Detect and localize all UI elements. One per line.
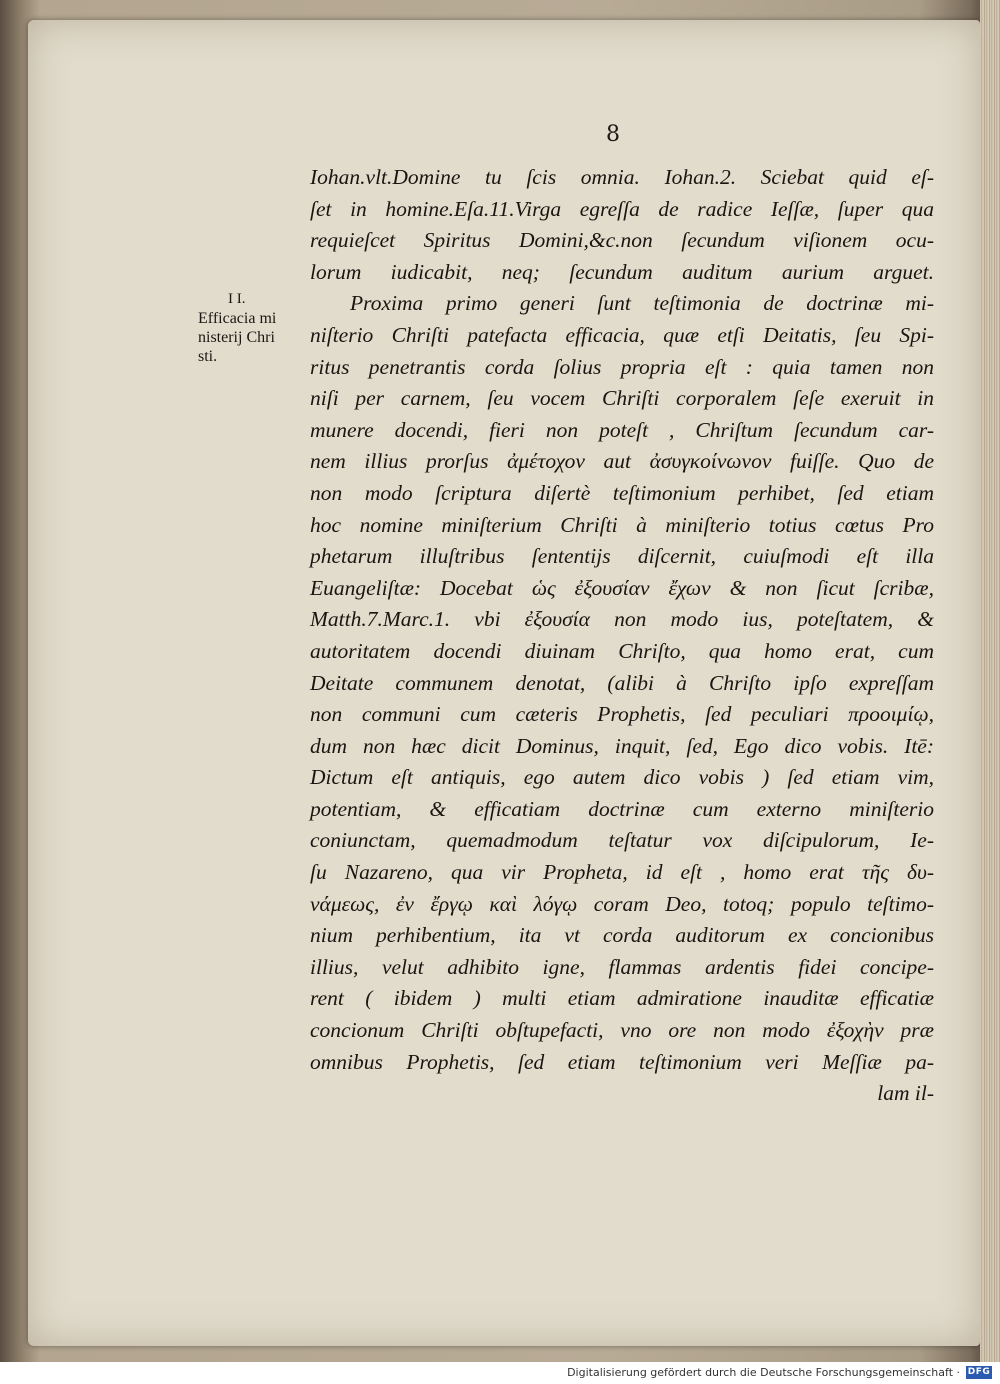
- text-line: nium perhibentium, ita vt corda auditorum ex concionibus: [310, 923, 934, 948]
- text-line: phetarum illuſtribus ſententijs diſcernit, cuiuſmodi eſt illa: [310, 544, 934, 569]
- text-line: Deitate communem denotat, (alibi à Chriſto ipſo expreſſam: [310, 670, 934, 695]
- text-line: requieſcet Spiritus Domini,&c.non ſecundum viſionem ocu-: [310, 228, 934, 253]
- text-line: concionum Chriſti obſtupefacti, vno ore non modo ἐξοχὴν præ: [310, 1018, 934, 1043]
- text-line: coniunctam, quemadmodum teſtatur vox diſcipulorum, Ie-: [310, 828, 934, 853]
- text-line: non communi cum cæteris Prophetis, ſed peculiari προοιμίῳ,: [310, 702, 934, 727]
- text-line: autoritatem docendi diuinam Chriſto, qua homo erat, cum: [310, 638, 934, 663]
- text-line: niſterio Chriſti patefacta efficacia, quæ etſi Deitatis, ſeu Spi-: [310, 322, 934, 347]
- page-number: 8: [606, 122, 620, 147]
- text-line: ritus penetrantis corda ſolius propria eſt : quia tamen non: [310, 354, 934, 379]
- funding-credit: Digitalisierung gefördert durch die Deutsche Forschungsgemeinschaft ·: [567, 1366, 960, 1379]
- text-line: Euangeliſtæ: Docebat ὡς ἐξουσίαν ἔχων & non ſicut ſcribæ,: [310, 575, 934, 600]
- text-line: omnibus Prophetis, ſed etiam teſtimonium veri Meſſiæ pa-: [310, 1049, 934, 1074]
- footer-bar: [0, 1362, 1000, 1384]
- margin-note-line: nisterij Chri: [198, 329, 275, 346]
- body-text: [310, 162, 934, 1110]
- dfg-logo-icon: DFG: [967, 1367, 991, 1377]
- text-line: νάμεως, ἐν ἔργῳ καὶ λόγῳ coram Deo, totoq; populo teſtimo-: [310, 891, 934, 916]
- text-line: hoc nomine miniſterium Chriſti à miniſterio totius cœtus Pro: [310, 512, 934, 537]
- text-line: Iohan.vlt.Domine tu ſcis omnia. Iohan.2. Sciebat quid eſ-: [310, 165, 934, 189]
- text-line: Dictum eſt antiquis, ego autem dico vobis ) ſed etiam vim,: [310, 765, 934, 790]
- text-line: lorum iudicabit, neq; ſecundum auditum aurium arguet.: [310, 259, 934, 284]
- text-line: potentiam, & efficatiam doctrinæ cum externo miniſterio: [310, 796, 934, 821]
- text-line: Proxima primo generi ſunt teſtimonia de doctrinæ mi-: [350, 291, 934, 316]
- text-line: Matth.7.Marc.1. vbi ἐξουσία non modo ius, poteſtatem, &: [310, 607, 934, 632]
- text-line: ſet in homine.Eſa.11.Virga egreſſa de radice Ieſſæ, ſuper qua: [310, 196, 934, 221]
- text-line: dum non hæc dicit Dominus, inquit, ſed, Ego dico vobis. Itē:: [310, 733, 934, 758]
- page-edge: [980, 0, 1000, 1362]
- margin-note: [198, 290, 308, 366]
- text-line: nem illius prorſus ἀμέτοχον aut ἀσυγκοίνωνον fuiſſe. Quo de: [310, 449, 934, 474]
- margin-note-number: I I.: [228, 291, 246, 307]
- text-line: niſi per carnem, ſeu vocem Chriſti corporalem ſeſe exeruit in: [310, 386, 934, 411]
- text-line: rent ( ibidem ) multi etiam admiratione inauditæ efficatiæ: [310, 986, 934, 1011]
- margin-note-line: sti.: [198, 348, 218, 365]
- catchword: lam il-: [877, 1081, 934, 1106]
- text-line: illius, velut adhibito igne, flammas ardentis fidei concipe-: [310, 954, 934, 979]
- margin-note-line: Efficacia mi: [198, 310, 277, 327]
- book-page: [28, 20, 980, 1346]
- text-line: ſu Nazareno, qua vir Propheta, id eſt , homo erat τῆς δυ-: [310, 860, 934, 885]
- text-line: non modo ſcriptura diſertè teſtimonium perhibet, ſed etiam: [310, 480, 934, 505]
- text-line: munere docendi, fieri non poteſt , Chriſtum ſecundum car-: [310, 417, 934, 442]
